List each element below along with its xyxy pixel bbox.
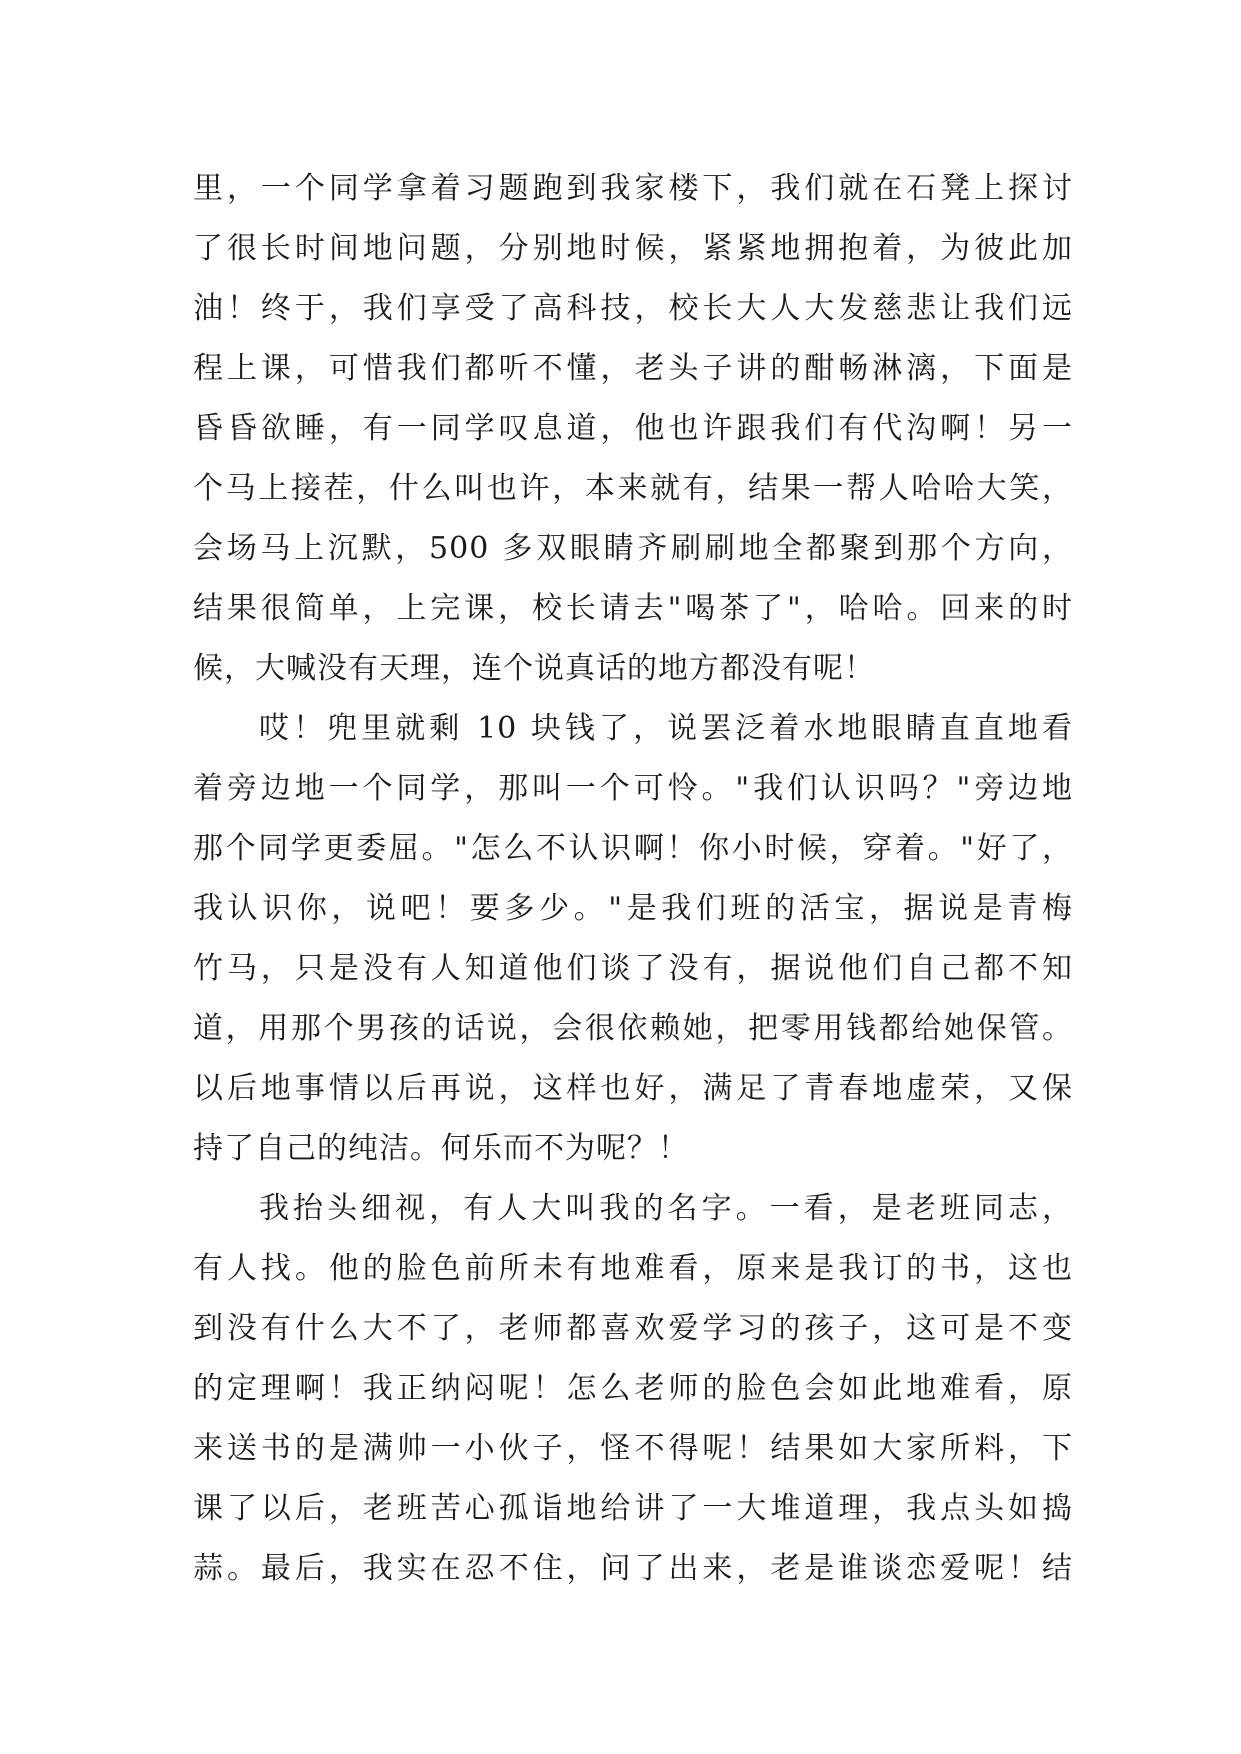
text-line: 道，用那个男孩的话说，会很依赖她，把零用钱都给她保管。 [193,1011,1073,1046]
text-line: 到没有什么大不了，老师都喜欢爱学习的孩子，这可是不变 [193,1311,1073,1346]
text-line: 那个同学更委屈。"怎么不认识啊！你小时候，穿着。"好了， [193,831,1073,866]
text-line: 会场马上沉默，500 多双眼睛齐刷刷地全都聚到那个方向， [193,531,1073,566]
text-line: 有人找。他的脸色前所未有地难看，原来是我订的书，这也 [193,1251,1073,1286]
text-line: 个马上接茬，什么叫也许，本来就有，结果一帮人哈哈大笑， [193,471,1073,506]
text-line: 来送书的是满帅一小伙子，怪不得呢！结果如大家所料，下 [193,1431,1073,1466]
text-line: 以后地事情以后再说，这样也好，满足了青春地虚荣，又保 [193,1071,1073,1106]
text-line: 了很长时间地问题，分别地时候，紧紧地拥抱着，为彼此加 [193,231,1073,266]
text-line: 哎！兜里就剩 10 块钱了，说罢泛着水地眼睛直直地看 [259,711,1073,746]
text-line: 我认识你，说吧！要多少。"是我们班的活宝，据说是青梅 [193,891,1073,926]
paragraph [193,699,1073,1179]
text-line: 着旁边地一个同学，那叫一个可怜。"我们认识吗？"旁边地 [193,771,1073,806]
text-line: 油！终于，我们享受了高科技，校长大人大发慈悲让我们远 [193,291,1073,326]
text-line: 程上课，可惜我们都听不懂，老头子讲的酣畅淋漓，下面是 [193,351,1073,386]
text-line: 我抬头细视，有人大叫我的名字。一看，是老班同志， [259,1191,1073,1226]
text-line: 候，大喊没有天理，连个说真话的地方都没有呢！ [193,651,875,686]
paragraph [193,159,1073,699]
text-line: 昏昏欲睡，有一同学叹息道，他也许跟我们有代沟啊！另一 [193,411,1073,446]
text-line: 结果很简单，上完课，校长请去"喝茶了"，哈哈。回来的时 [193,591,1073,626]
text-line: 课了以后，老班苦心孤诣地给讲了一大堆道理，我点头如捣 [193,1491,1073,1526]
text-line: 的定理啊！我正纳闷呢！怎么老师的脸色会如此地难看，原 [193,1371,1073,1406]
text-line: 持了自己的纯洁。何乐而不为呢？！ [193,1131,689,1166]
paragraph [193,1179,1073,1599]
document-body [193,159,1073,1599]
text-line: 里，一个同学拿着习题跑到我家楼下，我们就在石凳上探讨 [193,171,1073,206]
text-line: 竹马，只是没有人知道他们谈了没有，据说他们自己都不知 [193,951,1073,986]
text-line: 蒜。最后，我实在忍不住，问了出来，老是谁谈恋爱呢！结 [193,1551,1073,1586]
